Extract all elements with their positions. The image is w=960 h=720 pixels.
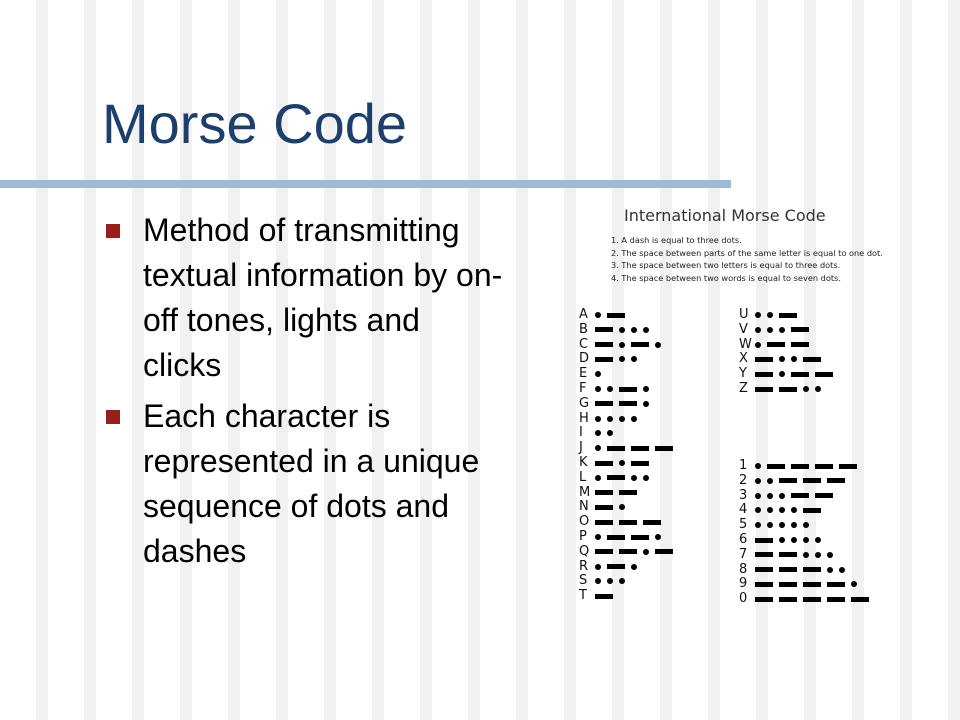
morse-row (579, 544, 679, 560)
dash-icon (779, 567, 797, 572)
dash-icon (595, 357, 613, 362)
morse-character: U (739, 307, 749, 322)
morse-character: R (579, 558, 589, 574)
dash-icon (815, 372, 833, 377)
dot-icon (803, 537, 809, 543)
dash-icon (595, 549, 613, 554)
morse-character: C (579, 336, 589, 352)
bullet-list (106, 208, 506, 580)
dash-icon (595, 327, 613, 332)
morse-character: W (739, 336, 752, 352)
morse-character: B (579, 321, 588, 337)
morse-sequence (595, 342, 667, 348)
dash-icon (619, 520, 637, 525)
morse-character: 8 (739, 561, 748, 577)
dot-icon (755, 493, 761, 499)
morse-row (739, 351, 827, 367)
rules-list (611, 234, 883, 284)
dash-icon (779, 313, 797, 318)
morse-row (579, 588, 619, 604)
dash-icon (755, 582, 773, 587)
morse-row (579, 573, 631, 589)
dot-icon (595, 445, 601, 451)
dash-icon (815, 464, 833, 469)
dash-icon (851, 597, 869, 602)
morse-sequence (755, 327, 815, 333)
morse-character: F (579, 381, 587, 396)
morse-character: P (579, 529, 587, 544)
morse-row (579, 307, 631, 323)
dash-icon (595, 461, 613, 466)
morse-row (579, 425, 619, 441)
morse-character: N (579, 499, 589, 515)
dash-icon (619, 549, 637, 554)
morse-row (739, 547, 839, 563)
dash-icon (755, 357, 773, 362)
dash-icon (607, 535, 625, 540)
dot-icon (643, 327, 649, 333)
dash-icon (791, 493, 809, 498)
morse-code-figure (565, 196, 915, 616)
dash-icon (595, 520, 613, 525)
morse-character: 4 (739, 502, 748, 518)
dash-icon (755, 538, 773, 543)
dash-icon (791, 342, 809, 347)
morse-character: H (579, 410, 589, 426)
dot-icon (779, 522, 785, 528)
dot-icon (607, 430, 613, 436)
dot-icon (607, 416, 613, 422)
morse-character: O (579, 514, 590, 530)
dot-icon (619, 356, 625, 362)
morse-row (579, 514, 667, 530)
dot-icon (779, 356, 785, 362)
morse-character: Z (739, 381, 748, 396)
bullet-text: Each character is represented in a unique sequence of dots and dashes (143, 398, 480, 569)
dash-icon (827, 597, 845, 602)
figure-title: International Morse Code (624, 206, 826, 225)
morse-row (579, 366, 607, 382)
morse-sequence (755, 463, 863, 469)
dash-icon (607, 475, 625, 480)
dot-icon (827, 552, 833, 558)
dash-icon (803, 508, 821, 513)
dash-icon (779, 582, 797, 587)
morse-sequence (755, 522, 815, 528)
morse-sequence (755, 567, 851, 573)
morse-sequence (755, 507, 827, 513)
morse-row (739, 532, 827, 548)
dot-icon (595, 386, 601, 392)
dot-icon (767, 478, 773, 484)
dot-icon (791, 537, 797, 543)
dash-icon (803, 582, 821, 587)
dot-icon (779, 371, 785, 377)
morse-sequence (595, 356, 643, 362)
morse-character: Q (579, 543, 590, 559)
morse-row (579, 559, 643, 575)
morse-row (739, 458, 863, 474)
morse-character: E (579, 366, 588, 382)
dot-icon (619, 504, 625, 510)
rule-item: 1. A dash is equal to three dots. (611, 235, 742, 245)
dash-icon (595, 490, 613, 495)
dot-icon (607, 386, 613, 392)
morse-character: 3 (739, 487, 748, 503)
dot-icon (767, 522, 773, 528)
dot-icon (779, 507, 785, 513)
morse-sequence (755, 537, 827, 543)
dot-icon (779, 327, 785, 333)
dot-icon (595, 416, 601, 422)
morse-sequence (595, 386, 655, 392)
morse-sequence (755, 371, 839, 377)
dash-icon (595, 505, 613, 510)
morse-row (579, 381, 655, 397)
morse-character: J (579, 440, 583, 456)
dash-icon (803, 357, 821, 362)
morse-sequence (595, 327, 655, 333)
morse-character: V (739, 321, 748, 337)
morse-row (739, 591, 875, 607)
dash-icon (827, 478, 845, 483)
morse-character: 1 (739, 458, 748, 473)
morse-sequence (595, 312, 631, 318)
morse-row (739, 562, 851, 578)
morse-row (739, 307, 803, 323)
dot-icon (643, 549, 649, 555)
morse-character: 6 (739, 532, 748, 547)
dot-icon (839, 567, 845, 573)
dot-icon (595, 430, 601, 436)
dash-icon (607, 446, 625, 451)
dash-icon (595, 401, 613, 406)
morse-row (579, 411, 643, 427)
dot-icon (595, 564, 601, 570)
dash-icon (631, 446, 649, 451)
morse-sequence (755, 581, 863, 587)
dot-icon (619, 416, 625, 422)
dash-icon (791, 464, 809, 469)
morse-row (739, 337, 815, 353)
dot-icon (755, 478, 761, 484)
bullet-text: Method of transmitting textual information by on-off tones, lights and clicks (143, 212, 503, 383)
dash-icon (755, 552, 773, 557)
morse-character: 9 (739, 576, 748, 592)
dot-icon (631, 416, 637, 422)
dot-icon (595, 475, 601, 481)
dash-icon (619, 387, 637, 392)
dot-icon (803, 552, 809, 558)
dot-icon (631, 475, 637, 481)
morse-row (579, 529, 667, 545)
morse-character: S (579, 573, 588, 589)
dash-icon (655, 446, 673, 451)
morse-character: 5 (739, 517, 748, 533)
morse-row (579, 499, 631, 515)
morse-sequence (755, 597, 875, 602)
dot-icon (803, 522, 809, 528)
dot-icon (755, 507, 761, 513)
morse-sequence (595, 594, 619, 599)
morse-character: 0 (739, 591, 748, 607)
dot-icon (803, 386, 809, 392)
dash-icon (803, 597, 821, 602)
morse-sequence (595, 430, 619, 436)
dot-icon (619, 342, 625, 348)
bullet-item (106, 394, 506, 574)
dot-icon (595, 371, 601, 377)
dash-icon (595, 594, 613, 599)
morse-character: T (579, 588, 587, 604)
dash-icon (779, 387, 797, 392)
dot-icon (791, 356, 797, 362)
dot-icon (791, 522, 797, 528)
morse-row (579, 440, 679, 456)
morse-character: K (579, 455, 588, 470)
morse-character: M (579, 484, 591, 500)
morse-row (579, 455, 655, 471)
dot-icon (619, 327, 625, 333)
morse-sequence (755, 552, 839, 558)
dash-icon (607, 564, 625, 569)
dot-icon (767, 312, 773, 318)
morse-character: 2 (739, 472, 748, 488)
morse-row (739, 322, 815, 338)
dot-icon (595, 312, 601, 318)
morse-sequence (595, 490, 643, 495)
dot-icon (815, 386, 821, 392)
dot-icon (767, 327, 773, 333)
morse-row (579, 351, 643, 367)
dot-icon (767, 493, 773, 499)
dot-icon (755, 327, 761, 333)
dot-icon (643, 386, 649, 392)
dash-icon (839, 464, 857, 469)
morse-row (579, 396, 655, 412)
title-underline (0, 180, 731, 188)
morse-row (579, 337, 667, 353)
morse-sequence (595, 371, 607, 377)
morse-sequence (755, 312, 803, 318)
dash-icon (767, 464, 785, 469)
dot-icon (631, 356, 637, 362)
dash-icon (655, 549, 673, 554)
dot-icon (643, 475, 649, 481)
dash-icon (815, 493, 833, 498)
morse-sequence (595, 534, 667, 540)
dot-icon (631, 564, 637, 570)
morse-sequence (595, 475, 655, 481)
morse-character: Y (739, 366, 747, 382)
dash-icon (755, 597, 773, 602)
dot-icon (851, 581, 857, 587)
morse-sequence (755, 356, 827, 362)
slide-title: Morse Code (102, 92, 408, 155)
rule-item: 3. The space between two letters is equal to three dots. (611, 260, 841, 270)
rule-item: 4. The space between two words is equal to seven dots. (611, 272, 841, 283)
dash-icon (755, 387, 773, 392)
morse-row (739, 473, 851, 489)
dot-icon (827, 567, 833, 573)
morse-sequence (595, 504, 631, 510)
dot-icon (607, 578, 613, 584)
morse-row (579, 322, 655, 338)
dot-icon (631, 327, 637, 333)
morse-character: I (579, 425, 583, 441)
morse-row (739, 366, 839, 382)
morse-character: L (579, 469, 587, 485)
dot-icon (755, 522, 761, 528)
morse-row (739, 576, 863, 592)
morse-sequence (595, 401, 655, 407)
dash-icon (803, 478, 821, 483)
dot-icon (767, 507, 773, 513)
dot-icon (815, 552, 821, 558)
morse-sequence (595, 549, 679, 555)
morse-sequence (595, 578, 631, 584)
dot-icon (619, 578, 625, 584)
dot-icon (655, 534, 661, 540)
dot-icon (755, 342, 761, 348)
dot-icon (755, 463, 761, 469)
dash-icon (631, 535, 649, 540)
morse-row (739, 488, 839, 504)
dot-icon (619, 460, 625, 466)
dash-icon (803, 567, 821, 572)
dash-icon (619, 401, 637, 406)
dash-icon (767, 342, 785, 347)
dash-icon (607, 313, 625, 318)
morse-sequence (755, 386, 827, 392)
dash-icon (791, 327, 809, 332)
dot-icon (815, 537, 821, 543)
dash-icon (631, 342, 649, 347)
rule-item: 2. The space between parts of the same letter is equal to one dot. (611, 247, 883, 258)
morse-sequence (755, 478, 851, 484)
dot-icon (779, 537, 785, 543)
morse-character: A (579, 307, 588, 322)
dot-icon (791, 507, 797, 513)
dash-icon (619, 490, 637, 495)
dash-icon (779, 552, 797, 557)
dash-icon (755, 372, 773, 377)
morse-sequence (755, 342, 815, 348)
morse-sequence (595, 460, 655, 466)
bullet-marker-icon (106, 410, 120, 424)
dash-icon (779, 478, 797, 483)
bullet-item (106, 208, 506, 388)
dash-icon (755, 567, 773, 572)
morse-character: 7 (739, 546, 748, 562)
morse-row (739, 517, 815, 533)
dot-icon (755, 312, 761, 318)
morse-sequence (595, 564, 643, 570)
morse-sequence (595, 445, 679, 451)
dash-icon (827, 582, 845, 587)
dot-icon (595, 578, 601, 584)
bullet-marker-icon (106, 224, 120, 238)
morse-character: G (579, 395, 590, 411)
morse-row (739, 381, 827, 397)
morse-row (739, 502, 827, 518)
dash-icon (631, 461, 649, 466)
morse-row (579, 485, 643, 501)
morse-character: D (579, 351, 590, 367)
morse-character: X (739, 351, 748, 367)
dot-icon (643, 401, 649, 407)
dash-icon (595, 342, 613, 347)
dash-icon (791, 372, 809, 377)
dash-icon (779, 597, 797, 602)
dot-icon (779, 493, 785, 499)
dash-icon (643, 520, 661, 525)
morse-sequence (755, 493, 839, 499)
dot-icon (595, 534, 601, 540)
morse-sequence (595, 520, 667, 525)
dot-icon (655, 342, 661, 348)
morse-row (579, 470, 655, 486)
morse-sequence (595, 416, 643, 422)
